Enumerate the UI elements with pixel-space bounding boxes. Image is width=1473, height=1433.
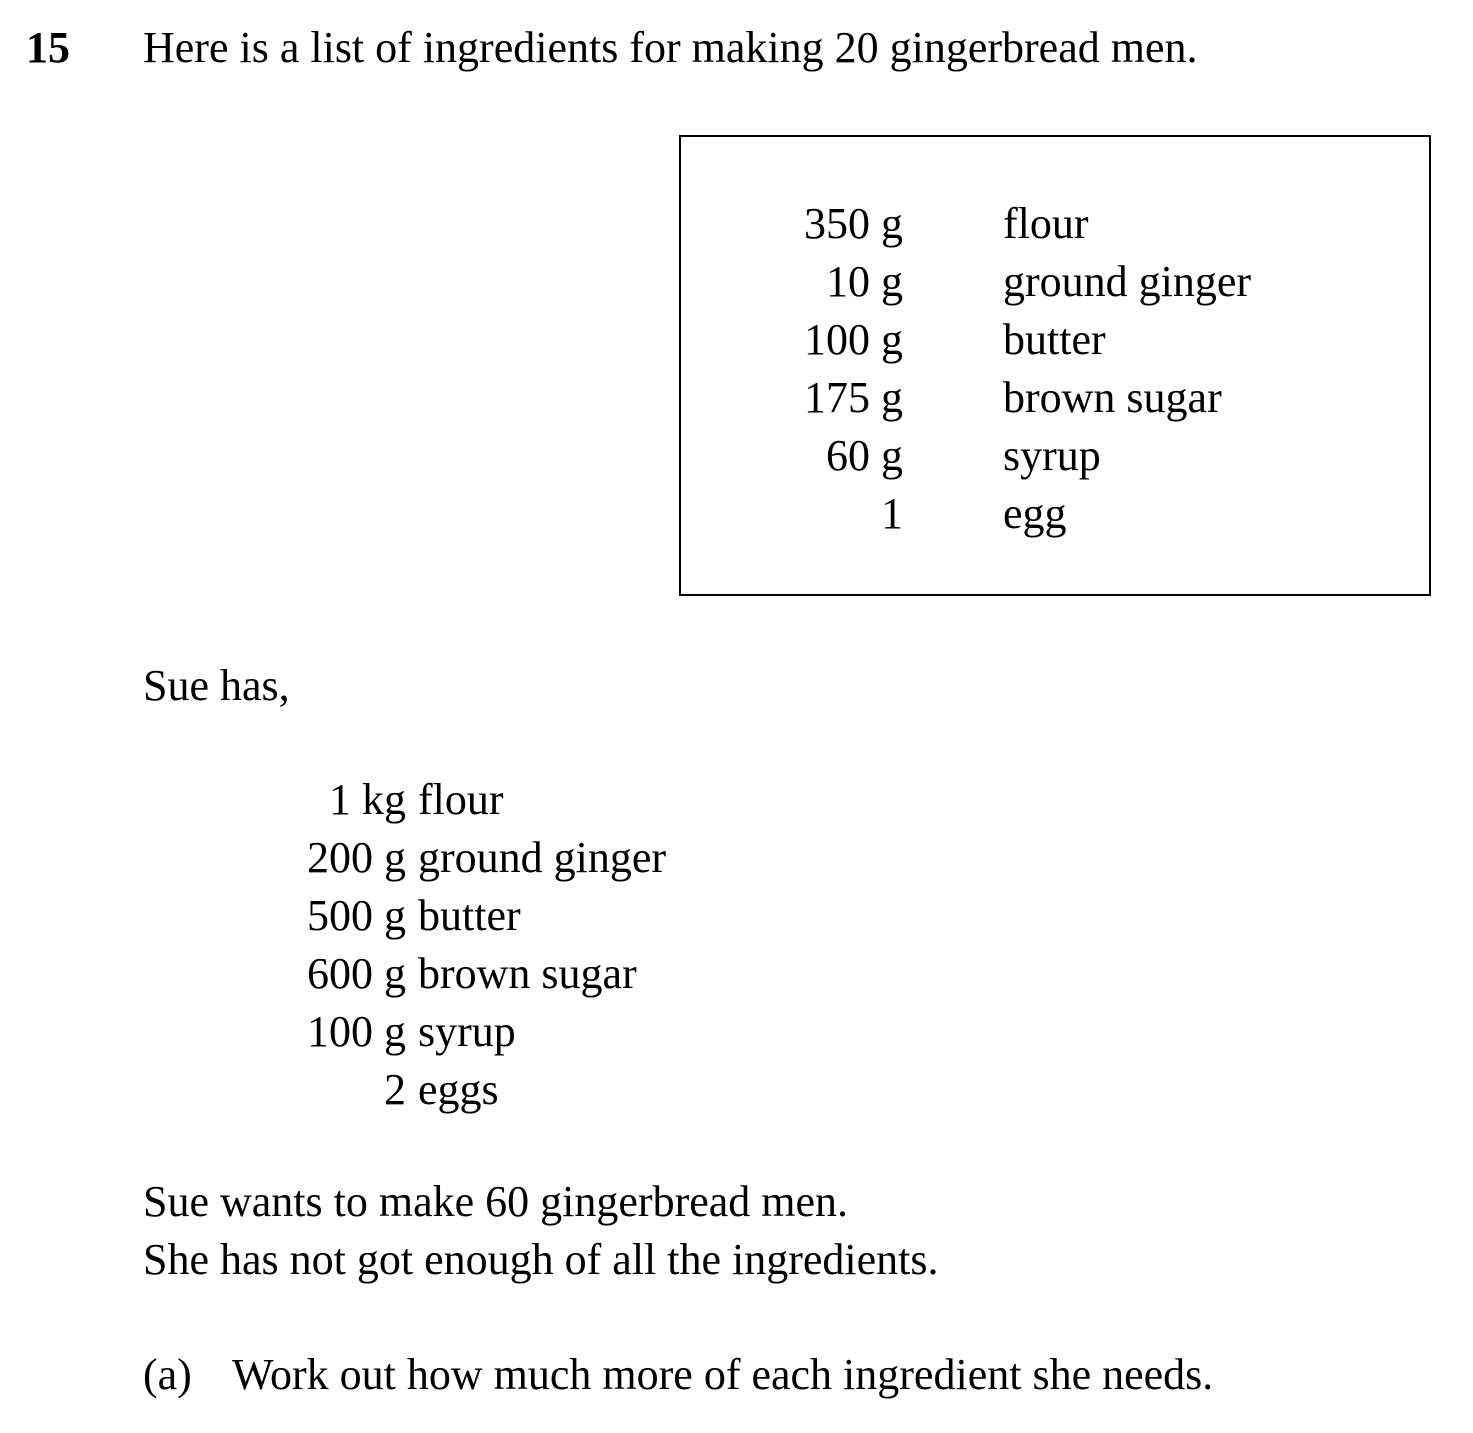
stock-qty: 600 g	[307, 949, 406, 998]
stock-qty: 1 kg	[329, 775, 406, 824]
recipe-ingredient: syrup	[1003, 431, 1101, 480]
stock-qty: 100 g	[307, 1007, 406, 1056]
stock-heading: Sue has,	[143, 661, 290, 710]
stock-ingredient: ground ginger	[418, 833, 667, 882]
recipe-box	[679, 135, 1431, 596]
recipe-qty: 100 g	[804, 315, 903, 364]
statement-line-1: Sue wants to make 60 gingerbread men.	[143, 1177, 849, 1226]
question-number: 15	[26, 23, 70, 72]
recipe-ingredient: ground ginger	[1003, 257, 1252, 306]
recipe-qty: 175 g	[804, 373, 903, 422]
stock-ingredient: butter	[418, 891, 521, 940]
part-a-label: (a)	[143, 1350, 192, 1399]
stock-qty: 200 g	[307, 833, 406, 882]
part-a-text: Work out how much more of each ingredient she needs.	[232, 1350, 1214, 1399]
recipe-qty: 60 g	[826, 431, 903, 480]
stock-qty: 500 g	[307, 891, 406, 940]
stock-ingredient: eggs	[418, 1065, 499, 1114]
stock-qty: 2	[384, 1065, 406, 1114]
stock-ingredient: flour	[418, 775, 504, 824]
stock-ingredient: brown sugar	[418, 949, 637, 998]
statement-line-2: She has not got enough of all the ingredients.	[143, 1235, 939, 1284]
recipe-qty: 1	[881, 489, 903, 538]
recipe-ingredient: brown sugar	[1003, 373, 1222, 422]
recipe-qty: 10 g	[826, 257, 903, 306]
recipe-ingredient: flour	[1003, 199, 1089, 248]
recipe-qty: 350 g	[804, 199, 903, 248]
question-intro: Here is a list of ingredients for making 20 gingerbread men.	[143, 23, 1198, 72]
recipe-ingredient: butter	[1003, 315, 1106, 364]
recipe-ingredient: egg	[1003, 489, 1067, 538]
stock-ingredient: syrup	[418, 1007, 516, 1056]
